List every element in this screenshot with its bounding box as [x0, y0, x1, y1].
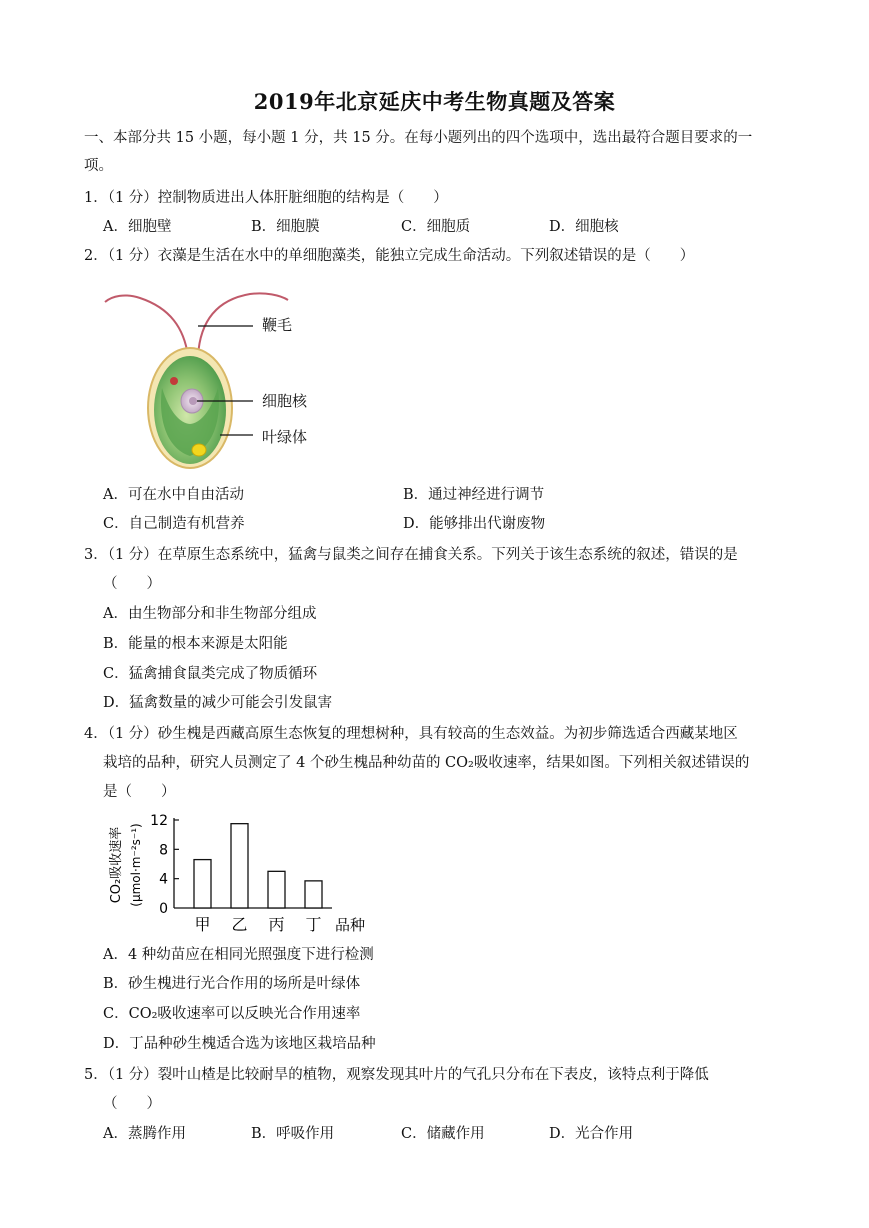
y-axis-title: CO₂吸收速率	[109, 826, 124, 904]
question-1-option-b: B．细胞膜	[251, 219, 320, 235]
y-tick-label: 12	[150, 813, 168, 829]
question-4-option-a: A．4 种幼苗应在相同光照强度下进行检测	[103, 947, 374, 963]
question-5-option-c: C．储藏作用	[401, 1126, 485, 1142]
label-nucleus: 细胞核	[262, 392, 308, 410]
label-chloroplast: 叶绿体	[262, 428, 308, 446]
question-3-stem-cont: （ ）	[103, 576, 161, 592]
question-1-option-c: C．细胞质	[401, 219, 471, 235]
question-4-option-c: C．CO₂吸收速率可以反映光合作用速率	[103, 1006, 361, 1022]
question-2-stem: 2．（1 分）衣藻是生活在水中的单细胞藻类，能独立完成生命活动。下列叙述错误的是（ ）	[84, 248, 695, 264]
question-2-option-b: B．通过神经进行调节	[403, 487, 545, 503]
question-2-option-d: D．能够排出代谢废物	[403, 516, 546, 532]
flagellum-left	[105, 295, 188, 356]
question-5-stem-cont: （ ）	[103, 1096, 161, 1112]
pyrenoid	[192, 444, 206, 456]
y-axis-unit: (μmol·m⁻²s⁻¹)	[129, 823, 143, 907]
question-1-stem: 1．（1 分）控制物质进出人体肝脏细胞的结构是（ ）	[84, 190, 448, 206]
x-tick-label: 丙	[268, 915, 285, 934]
x-axis-title: 品种	[335, 916, 366, 934]
question-3-stem: 3．（1 分）在草原生态系统中，猛禽与鼠类之间存在捕食关系。下列关于该生态系统的叙述，错误的是	[84, 547, 738, 563]
x-tick-label: 甲	[194, 915, 211, 934]
question-5-option-b: B．呼吸作用	[251, 1126, 335, 1142]
question-5-option-a: A．蒸腾作用	[103, 1126, 186, 1142]
bar-丙	[268, 871, 285, 908]
question-3-option-c: C．猛禽捕食鼠类完成了物质循环	[103, 666, 318, 682]
x-tick-label: 丁	[305, 915, 322, 934]
question-5-option-d: D．光合作用	[549, 1126, 634, 1142]
co2-absorption-bar-chart	[100, 810, 400, 940]
chlamydomonas-diagram	[100, 278, 340, 478]
question-2-option-c: C．自己制造有机营养	[103, 516, 245, 532]
eyespot	[170, 377, 178, 385]
y-tick-label: 0	[159, 901, 168, 917]
x-tick-label: 乙	[231, 915, 248, 934]
question-4-stem-cont-2: 是（ ）	[103, 784, 176, 800]
question-4-option-b: B．砂生槐进行光合作用的场所是叶绿体	[103, 976, 361, 992]
bar-乙	[231, 824, 248, 908]
question-3-option-d: D．猛禽数量的减少可能会引发鼠害	[103, 695, 333, 711]
question-4-option-d: D．丁品种砂生槐适合选为该地区栽培品种	[103, 1036, 376, 1052]
bar-丁	[305, 881, 322, 908]
bar-甲	[194, 860, 211, 908]
section-instruction-cont: 项。	[84, 158, 113, 174]
question-1-option-a: A．细胞壁	[103, 219, 172, 235]
question-1-option-d: D．细胞核	[549, 219, 619, 235]
section-instruction: 一、本部分共 15 小题，每小题 1 分，共 15 分。在每小题列出的四个选项中，选出最符合题目要求的一	[84, 130, 753, 146]
question-4-stem: 4．（1 分）砂生槐是西藏高原生态恢复的理想树种，具有较高的生态效益。为初步筛选适合西藏某地区	[84, 726, 738, 742]
question-3-option-b: B．能量的根本来源是太阳能	[103, 636, 288, 652]
question-4-stem-cont: 栽培的品种，研究人员测定了 4 个砂生槐品种幼苗的 CO₂吸收速率，结果如图。下列相关叙述错误的	[103, 755, 750, 771]
question-3-option-a: A．由生物部分和非生物部分组成	[103, 606, 317, 622]
question-5-stem: 5．（1 分）裂叶山楂是比较耐旱的植物，观察发现其叶片的气孔只分布在下表皮，该特点利于降低	[84, 1067, 709, 1083]
y-tick-label: 4	[159, 871, 168, 888]
question-2-option-a: A．可在水中自由活动	[103, 487, 244, 503]
y-tick-label: 8	[159, 842, 168, 859]
page-title: 2019年北京延庆中考生物真题及答案	[253, 89, 616, 114]
label-flagellum: 鞭毛	[262, 316, 293, 334]
